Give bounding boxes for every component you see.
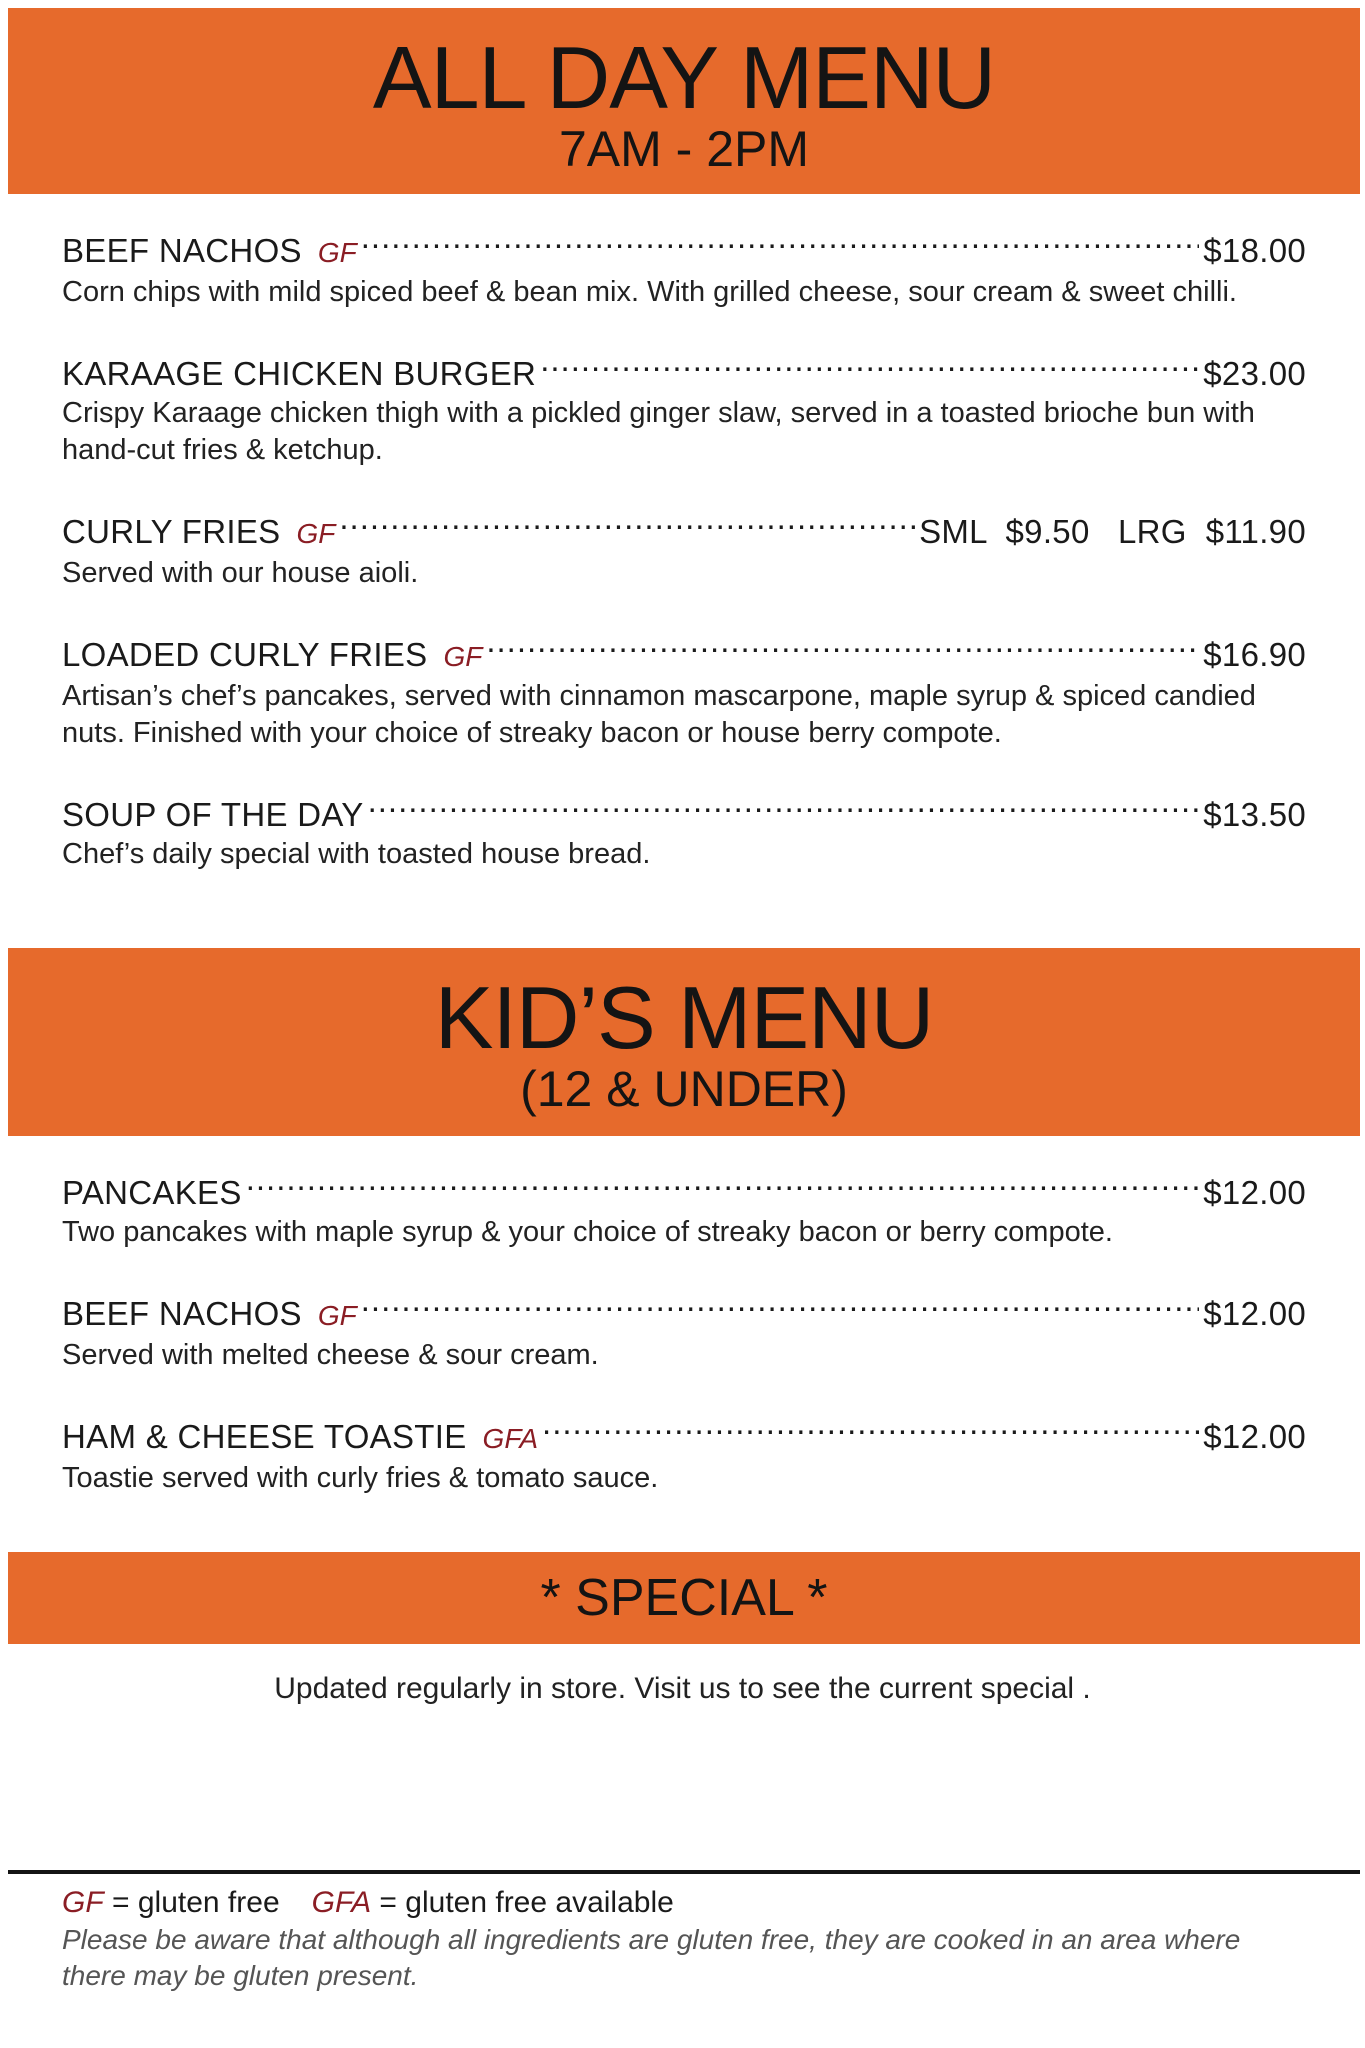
gf-abbr: GF (62, 1886, 104, 1919)
leader-dots (542, 1406, 1199, 1448)
all-day-menu-items (62, 220, 1306, 905)
menu-item-beef-nachos (62, 220, 1306, 311)
item-price: $16.90 (1203, 636, 1306, 673)
item-price: $13.50 (1203, 796, 1306, 833)
item-description: Served with our house aioli. (62, 557, 419, 589)
kids-menu-title: KID’S MENU (434, 968, 934, 1067)
item-name: BEEF NACHOS (62, 1295, 302, 1332)
gfa-abbr: GFA (311, 1886, 372, 1919)
menu-item-curly-fries (62, 501, 1306, 592)
footer-divider (8, 1870, 1360, 1874)
item-name: SOUP OF THE DAY (62, 796, 364, 833)
item-price: $18.00 (1203, 232, 1306, 269)
leader-dots (368, 784, 1200, 826)
gf-tag: GF (317, 237, 357, 268)
item-description: Chef’s daily special with toasted house bread. (62, 838, 651, 870)
item-description: Served with melted cheese & sour cream. (62, 1339, 599, 1371)
menu-item-pancakes (62, 1162, 1306, 1251)
gluten-disclaimer: Please be aware that although all ingredients are gluten free, they are cooked in an area where there may be gluten present. (62, 1924, 1241, 1991)
item-price: $12.00 (1203, 1295, 1306, 1332)
item-price: $12.00 (1203, 1418, 1306, 1455)
leader-dots (339, 501, 915, 543)
item-name: HAM & CHEESE TOASTIE (62, 1418, 467, 1455)
special-note: Updated regularly in store. Visit us to see the current special . (274, 1672, 1091, 1705)
gluten-legend (62, 1884, 1306, 1922)
leader-dots (246, 1162, 1200, 1204)
menu-item-karaage-chicken-burger (62, 343, 1306, 469)
item-description: Corn chips with mild spiced beef & bean mix. With grilled cheese, sour cream & sweet chilli. (62, 276, 1237, 308)
menu-item-kids-beef-nachos (62, 1283, 1306, 1374)
kids-menu-items (62, 1162, 1306, 1529)
item-price: SML $9.50 LRG $11.90 (919, 513, 1306, 550)
item-description: Crispy Karaage chicken thigh with a pickled ginger slaw, served in a toasted brioche bun with hand-cut fries & ketchup. (62, 397, 1255, 466)
leader-dots (486, 624, 1199, 666)
menu-item-loaded-curly-fries (62, 624, 1306, 752)
all-day-menu-title: ALL DAY MENU (372, 28, 996, 127)
special-banner (8, 1552, 1360, 1644)
gf-tag: GF (296, 518, 336, 549)
gf-tag: GF (443, 641, 483, 672)
item-name: BEEF NACHOS (62, 232, 302, 269)
item-name: CURLY FRIES (62, 513, 281, 550)
gfa-meaning: = gluten free available (371, 1886, 674, 1919)
item-price: $12.00 (1203, 1174, 1306, 1211)
gfa-tag: GFA (482, 1423, 539, 1454)
gf-meaning: = gluten free (103, 1886, 280, 1919)
item-name: LOADED CURLY FRIES (62, 636, 428, 673)
item-description: Artisan’s chef’s pancakes, served with cinnamon mascarpone, maple syrup & spiced candied nuts. Finished with your choice of streaky bacon or house berry compote. (62, 680, 1256, 749)
gf-tag: GF (317, 1300, 357, 1331)
menu-item-soup-of-the-day (62, 784, 1306, 873)
item-description: Toastie served with curly fries & tomato sauce. (62, 1462, 659, 1494)
footer (62, 1884, 1306, 1994)
special-title: * SPECIAL * (540, 1569, 828, 1627)
leader-dots (361, 1283, 1200, 1325)
menu-item-ham-cheese-toastie (62, 1406, 1306, 1497)
leader-dots (361, 220, 1200, 262)
item-description: Two pancakes with maple syrup & your choice of streaky bacon or berry compote. (62, 1216, 1113, 1248)
item-name: PANCAKES (62, 1174, 242, 1211)
all-day-menu-hours: 7AM - 2PM (558, 121, 810, 177)
kids-menu-age: (12 & UNDER) (520, 1061, 848, 1117)
item-price: $23.00 (1203, 355, 1306, 392)
kids-menu-banner (8, 948, 1360, 1136)
item-name: KARAAGE CHICKEN BURGER (62, 355, 537, 392)
all-day-menu-banner (8, 8, 1360, 194)
leader-dots (540, 343, 1199, 385)
